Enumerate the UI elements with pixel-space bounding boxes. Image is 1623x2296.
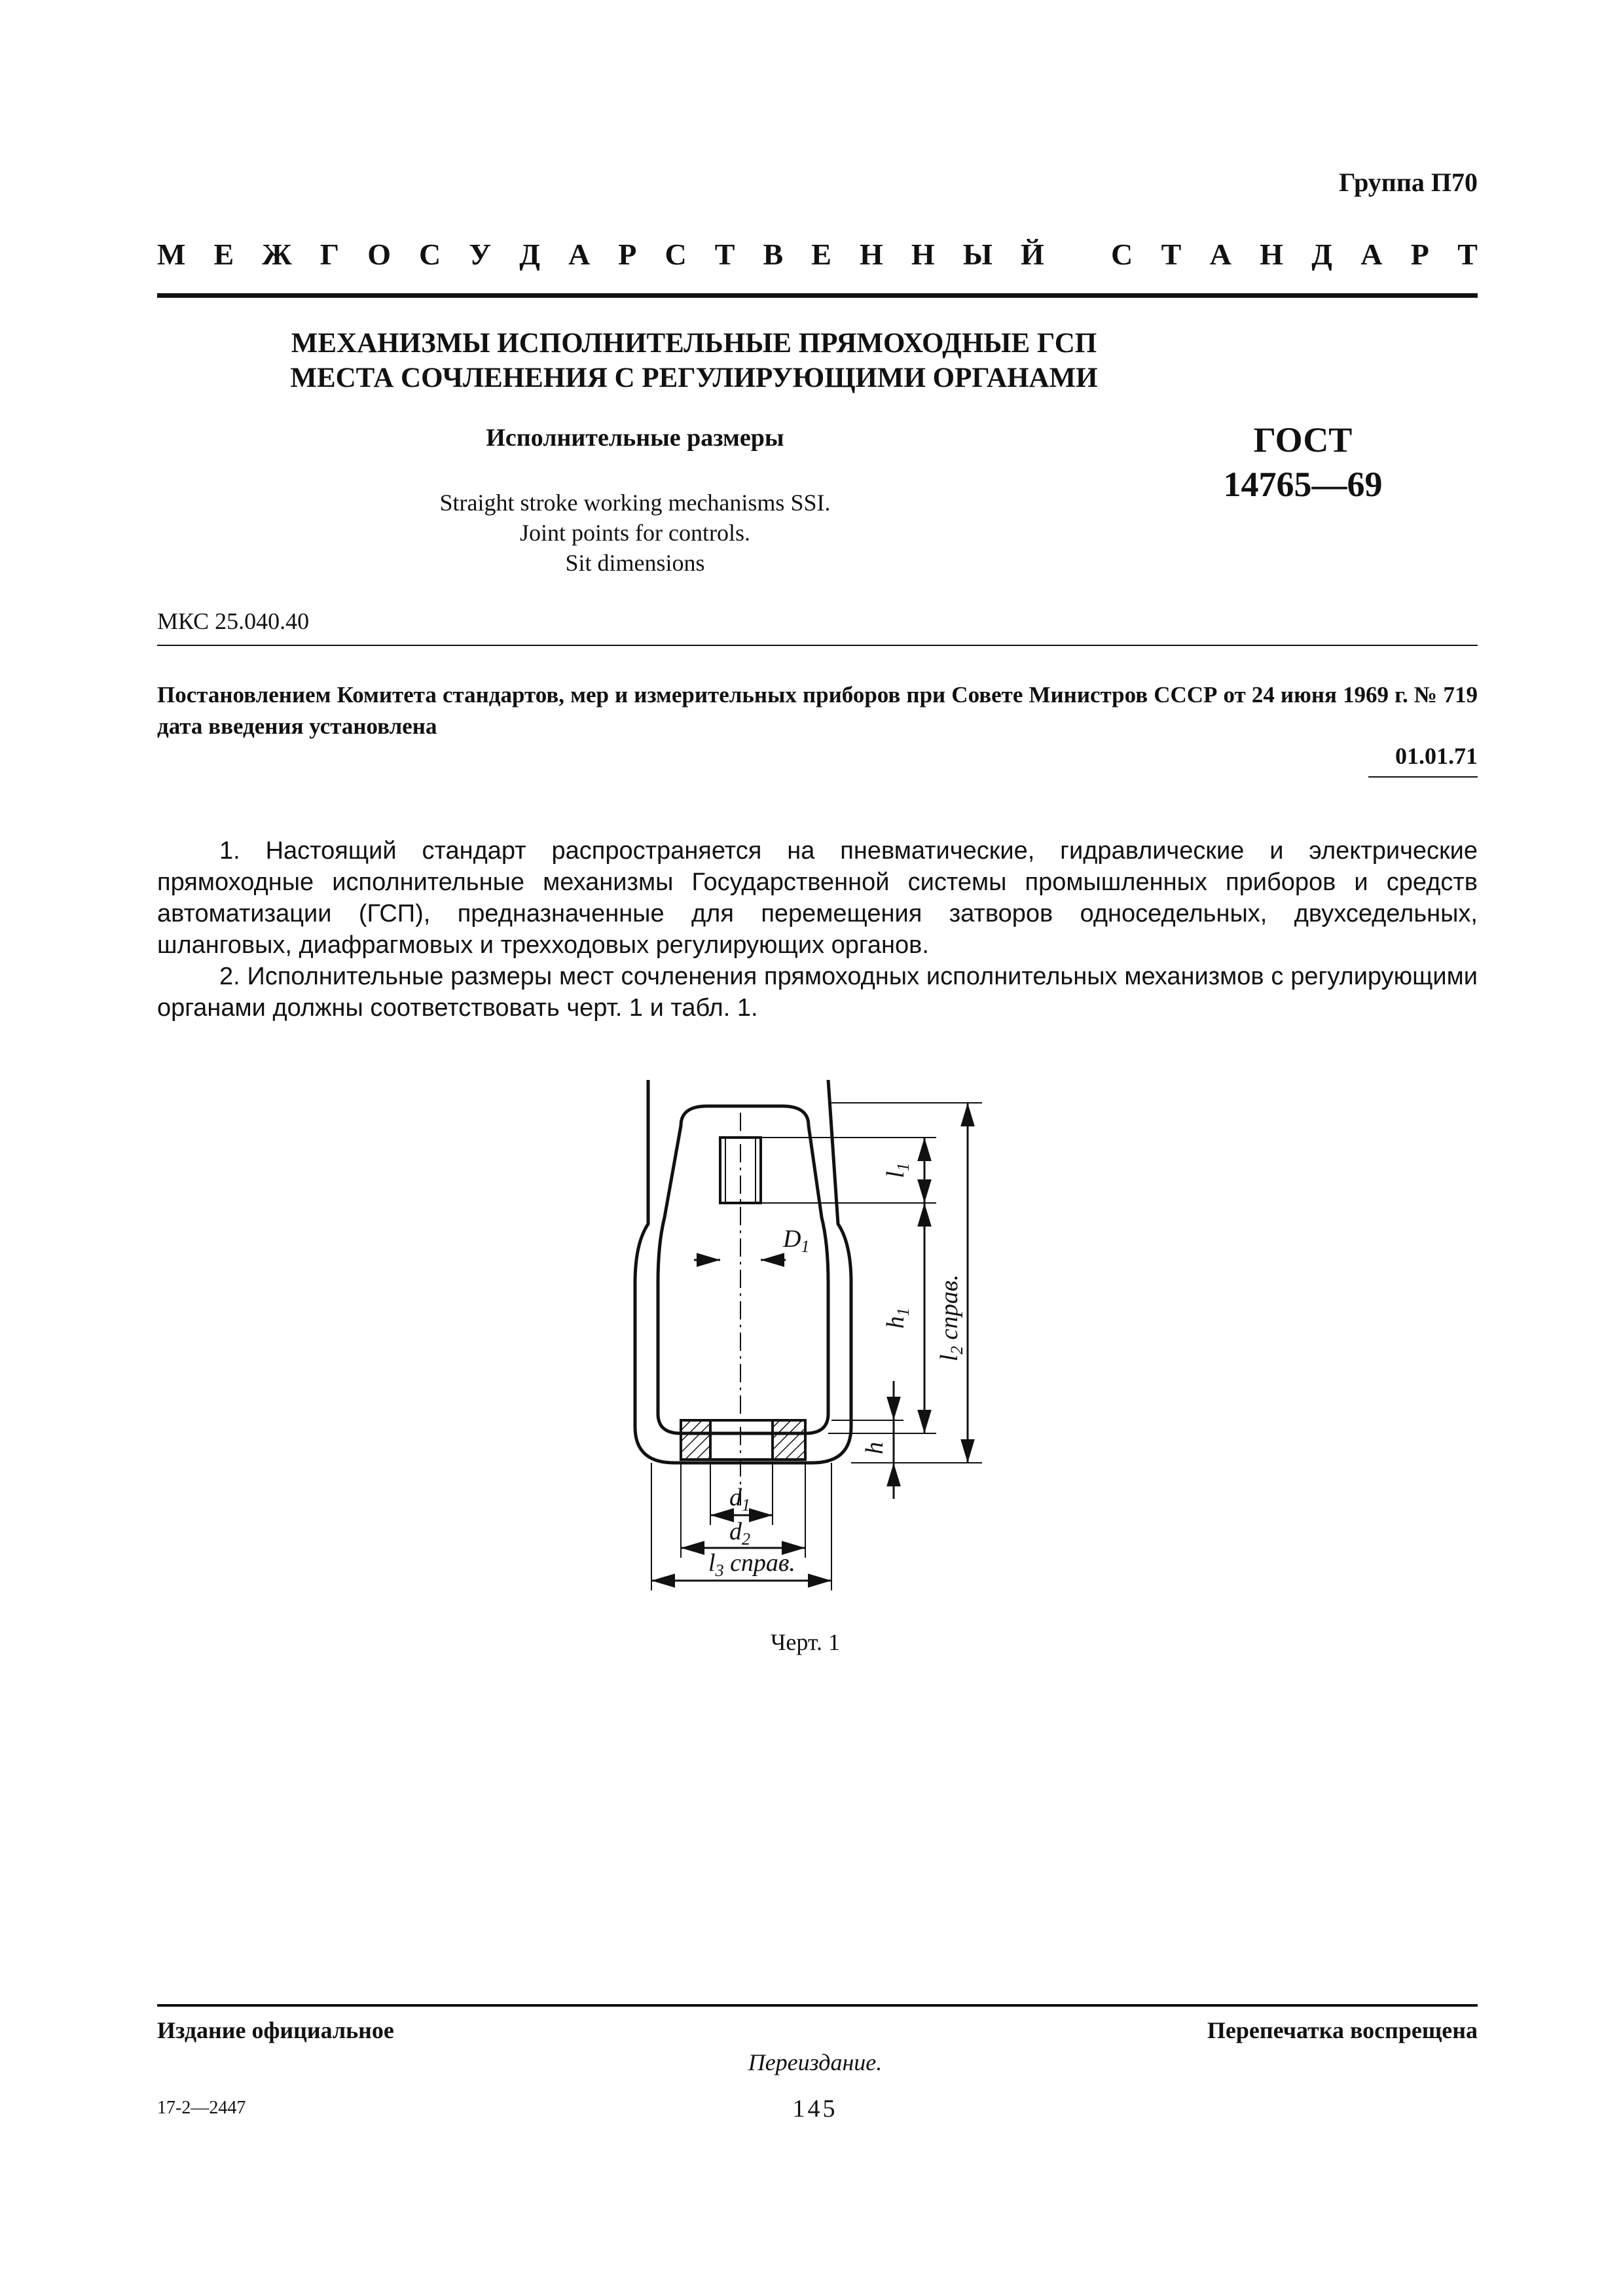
group-code: Группа П70: [1339, 168, 1478, 197]
print-code: 17-2—2447: [157, 2098, 246, 2118]
decree-text: Постановлением Комитета стандартов, мер и измерительных приборов при Совете Министров СССР от 24 июня 1969 г. № 719 дата введения установлена: [157, 682, 1478, 739]
dim-label-h: h: [861, 1442, 888, 1454]
document-subtitle: Исполнительные размеры: [486, 424, 784, 452]
dim-label-d2: $d_2$: [729, 1518, 750, 1549]
dim-label-l1: $l_1$: [882, 1162, 913, 1178]
introduction-date: 01.01.71: [1395, 743, 1478, 769]
seat-section: [681, 1420, 805, 1460]
official-edition: Издание официальное: [157, 2017, 394, 2043]
paragraph-2: 2. Исполнительные размеры мест сочленения прямоходных исполнительных механизмов с регулирующими органами должны соответствовать черт. 1 и табл. 1.: [157, 963, 1478, 1022]
gost-designation: ГОСТ 14765—69: [1223, 420, 1383, 504]
dim-label-D1: $D_1$: [783, 1225, 810, 1256]
dim-label-l3: $l_3$ справ.: [708, 1549, 795, 1580]
document-title: МЕХАНИЗМЫ ИСПОЛНИТЕЛЬНЫЕ ПРЯМОХОДНЫЕ ГСП МЕСТА СОЧЛЕНЕНИЯ С РЕГУЛИРУЮЩИМИ ОРГАНАМИ: [290, 328, 1098, 393]
dimension-lines: [651, 1103, 968, 1581]
standard-word: С Т А Н Д А Р Т: [1111, 238, 1478, 271]
reissue-note: Переиздание.: [748, 2049, 883, 2075]
footer-rule: [157, 2004, 1478, 2007]
page-number: 145: [792, 2095, 838, 2123]
dim-label-d1: $d_1$: [729, 1484, 750, 1515]
english-title: Straight stroke working mechanisms SSI. Joint points for controls. Sit dimensions: [439, 490, 831, 576]
mks-code: МКС 25.040.40: [157, 608, 310, 634]
dim-label-h1: $h_1$: [882, 1308, 913, 1329]
figure-caption: Черт. 1: [771, 1629, 840, 1655]
paragraph-1: 1. Настоящий стандарт распространяется на пневматические, гидравлические и электрические прямоходные исполнительные механизмы Государственной системы промышленных приборов и средств автоматизации (ГСП), предназначенные для перемещения затворов односедельных, двухседельных, шланговых, диафрагмовых и трехходовых регулирующих органов.: [157, 837, 1478, 959]
dim-label-l2: $l_2$ справ.: [936, 1274, 966, 1361]
interstate-word: М Е Ж Г О С У Д А Р С Т В Е Н Н Ы Й: [157, 238, 1044, 271]
reprint-prohibited: Перепечатка воспрещена: [1207, 2017, 1478, 2043]
